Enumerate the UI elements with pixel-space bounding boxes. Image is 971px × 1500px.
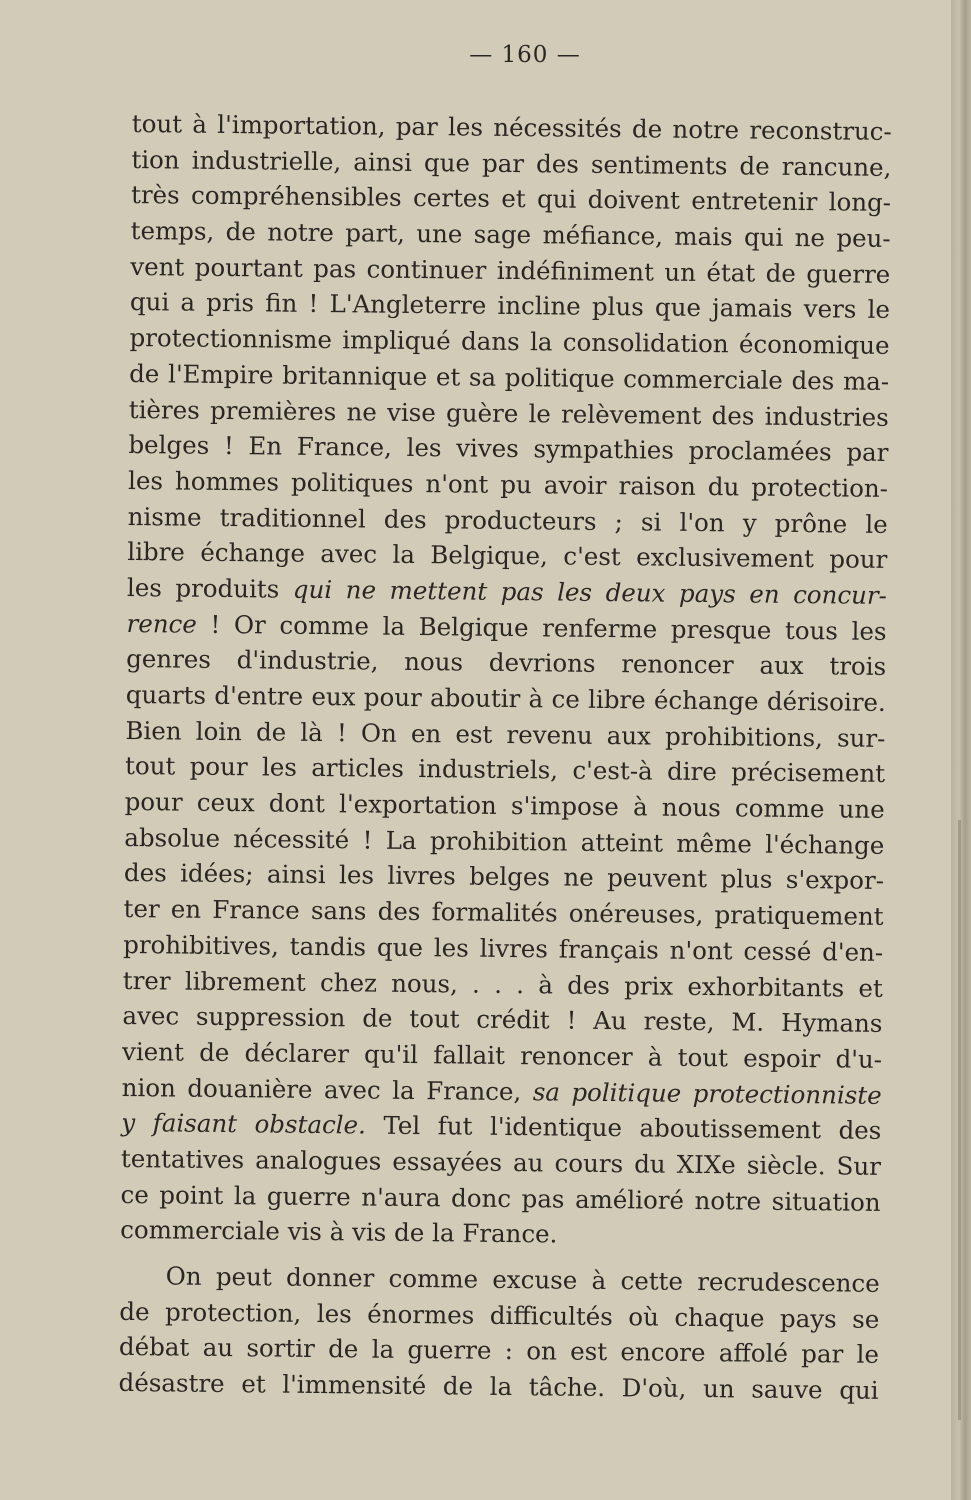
text-fragment: nion douanière avec la France, [121, 1072, 533, 1106]
text-line: trer librement chez nous, . . . à des prix exhorbitants et [122, 965, 883, 1003]
text-fragment: les produits [126, 572, 294, 604]
text-line: tentatives analogues essayées au cours du XIXe siècle. Sur [120, 1143, 882, 1181]
text-line: nisme traditionnel des producteurs ; si l'on y prône le [127, 501, 888, 539]
text-line: libre échange avec la Belgique, c'est exclusivement pour [127, 537, 888, 575]
text-line: des idées; ainsi les livres belges ne peuvent plus s'expor- [123, 858, 885, 896]
text-line: protectionnisme impliqué dans la consolidation économique [129, 323, 890, 361]
text-line: commerciale vis à vis de la France. [120, 1215, 558, 1249]
italic-text: sa politique protectionniste [532, 1076, 882, 1110]
italic-text: rence [126, 608, 197, 639]
text-line: vent pourtant pas continuer indéfiniment un état de guerre [130, 251, 891, 289]
text-line: ce point la guerre n'aura donc pas amélioré notre situation [120, 1179, 881, 1217]
text-line: désastre et l'immensité de la tâche. D'où, un sauve qui [118, 1367, 879, 1405]
text-fragment: Tel fut l'identique aboutissement des [365, 1110, 882, 1146]
paragraph-2 [118, 1258, 879, 1409]
italic-text: y faisant obstacle. [121, 1108, 367, 1140]
text-line: les hommes politiques n'ont pu avoir raison du protection- [127, 465, 889, 503]
paragraph-1 [120, 106, 892, 1256]
page-edge [951, 0, 971, 1500]
text-line: tout à l'importation, par les nécessités de notre reconstruc- [131, 108, 892, 146]
body-text [118, 106, 892, 1409]
text-line: débat au sortir de la guerre : on est encore affolé par le [118, 1332, 880, 1370]
text-line: Bien loin de là ! On en est revenu aux prohibitions, sur- [125, 715, 886, 753]
text-line: genres d'industrie, nous devrions renoncer aux trois [126, 644, 887, 682]
italic-text: qui ne mettent pas les deux pays en concur- [292, 574, 888, 610]
text-line: très compréhensibles certes et qui doivent entretenir long- [130, 180, 892, 218]
text-line: temps, de notre part, une sage méfiance, mais qui ne peu- [130, 216, 891, 254]
text-line: avec suppression de tout crédit ! Au reste, M. Hymans [122, 1001, 883, 1039]
text-line: belges ! En France, les vives sympathies proclamées par [128, 430, 889, 468]
text-line: tières premières ne vise guère le relèvement des industries [128, 394, 889, 432]
text-line: vient de déclarer qu'il fallait renoncer à tout espoir d'u- [121, 1036, 883, 1074]
text-line: de protection, les énormes difficultés où chaque pays se [119, 1296, 880, 1334]
text-line: de l'Empire britannique et sa politique commerciale des ma- [129, 358, 890, 396]
text-line: absolue nécessité ! La prohibition atteint même l'échange [124, 822, 885, 860]
text-line: tout pour les articles industriels, c'est-à dire précisement [124, 751, 886, 789]
page-number: — 160 — [469, 42, 581, 68]
text-line: quarts d'entre eux pour aboutir à ce libre échange dérisoire. [125, 679, 886, 717]
text-line: tion industrielle, ainsi que par des sentiments de rancune, [131, 144, 892, 182]
text-line: prohibitives, tandis que les livres français n'ont cessé d'en- [123, 929, 884, 967]
text-line: pour ceux dont l'exportation s'impose à nous comme une [124, 787, 885, 824]
text-fragment: ! Or comme la Belgique renferme presque tous les [196, 609, 887, 646]
text-line: On peut donner comme excuse à cette recrudescence [165, 1261, 880, 1298]
text-line: ter en France sans des formalités onéreuses, pratiquement [123, 894, 884, 932]
text-line: qui a pris fin ! L'Angleterre incline plus que jamais vers le [129, 287, 891, 325]
